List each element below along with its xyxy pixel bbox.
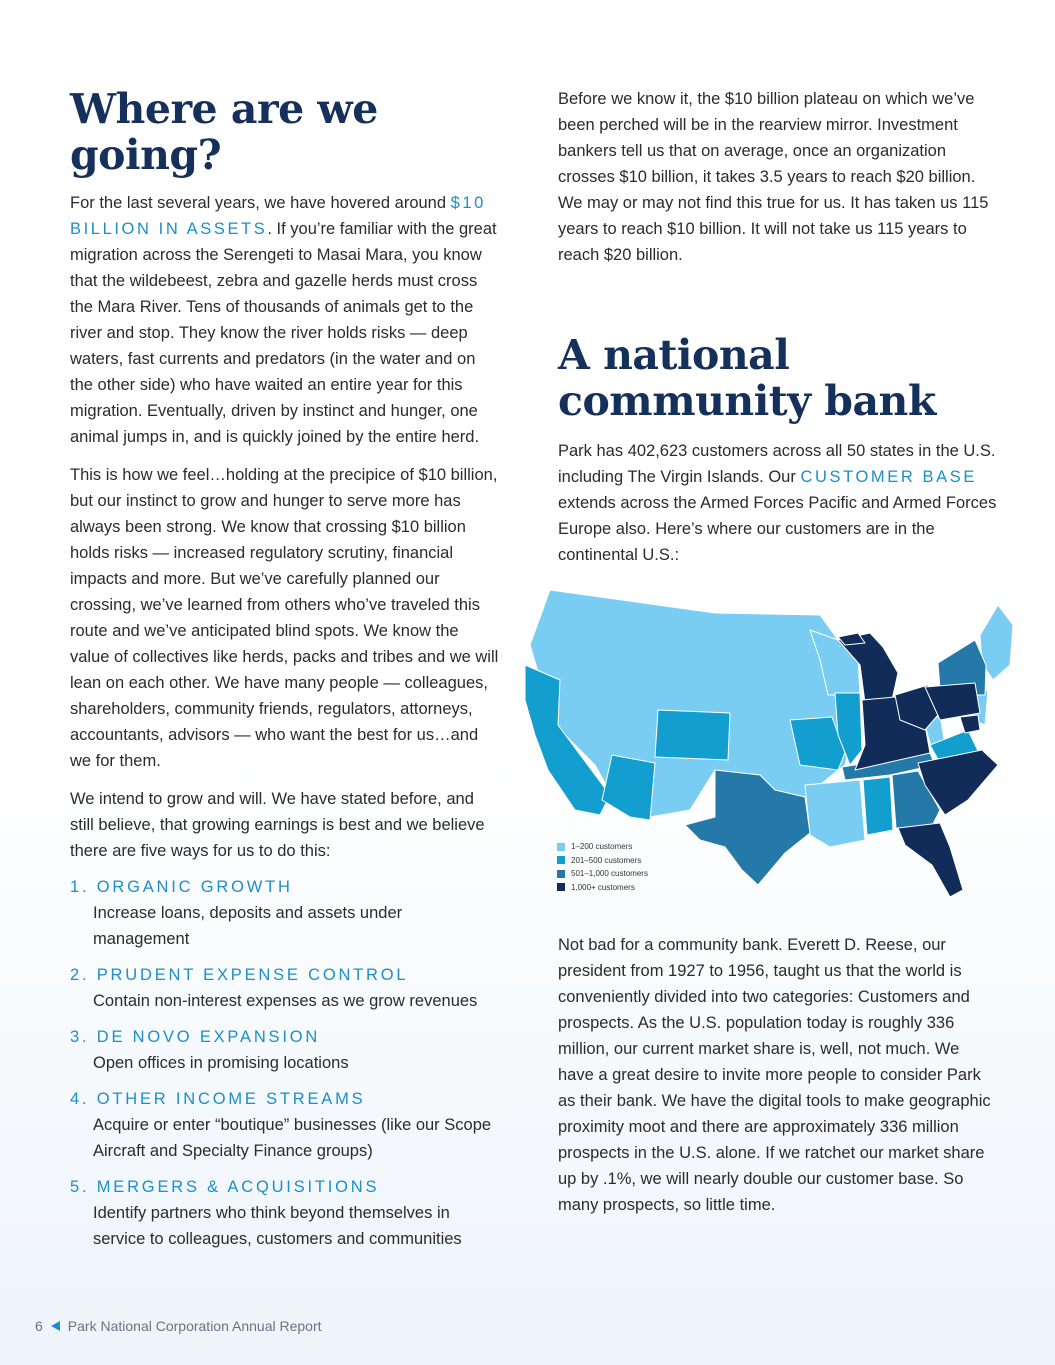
legend-item: 501–1,000 customers [557,867,648,881]
list-item: 2. PRUDENT EXPENSE CONTROL Contain non-interest expenses as we grow revenues [70,966,478,1010]
legend-swatch [557,843,565,851]
precipice-paragraph: This is how we feel…holding at the precipice of $10 billion, but our instinct to grow and hunger to serve more has always been strong. We know that crossing $10 billion holds risks — increased regulatory scrutiny, financial impacts and more. But we’ve carefully planned our crossing, we’ve learned from others who’ve traveled this route and we’ve anticipated blind spots. We know the value of collectives like herds, packs and tribes and we will lean on each other. We have many people — colleagues, shareholders, community friends, regulators, attorneys, accountants, advisors — who want the best for us…and we for them. [70,466,499,770]
map-region-colorado [655,710,730,760]
legend-item: 1–200 customers [557,840,648,854]
legend-swatch [557,870,565,878]
list-item: 3. DE NOVO EXPANSION Open offices in promising locations [70,1028,349,1072]
grow-paragraph: We intend to grow and will. We have stated before, and still believe, that growing earnings is best and we believe there are five ways for us to do this: [70,790,485,860]
page-footer [35,1318,322,1334]
legend-item: 201–500 customers [557,854,648,868]
customers-paragraph: Park has 402,623 customers across all 50 states in the U.S. including The Virgin Islands. Our CUSTOMER BASE extends across the Armed Forces Pacific and Armed Forces Europe also. Here’s where our customers are in the continental U.S.: [558,442,997,564]
list-item: 1. ORGANIC GROWTH Increase loans, deposits and assets under management [70,878,403,948]
list-item: 4. OTHER INCOME STREAMS Acquire or enter “boutique” businesses (like our Scope Aircraft and Specialty Finance groups) [70,1090,492,1160]
report-title: Park National Corporation Annual Report [67,1318,322,1334]
section-heading-where-going: Where are we going? [70,85,378,179]
plateau-paragraph: Before we know it, the $10 billion plateau on which we’ve been perched will be in the rearview mirror. Investment bankers tell us that on average, once an organization crosses $10 billion, it takes 3.5 years to reach $20 billion. We may or may not find this true for us. It has taken us 115 years to reach $10 billion. It will not take us 115 years to reach $20 billion. [558,90,989,264]
right-column [558,86,998,568]
highlight-assets: $10 BILLION IN ASSETS [70,194,486,238]
list-item: 5. MERGERS & ACQUISITIONS Identify partners who think beyond themselves in service to colleagues, customers and communities [70,1178,462,1248]
intro-paragraph: For the last several years, we have hovered around $10 BILLION IN ASSETS. If you’re familiar with the great migration across the Serengeti to Masai Mara, you know that the wildebeest, zebra and gazelle herds must cross the Mara River. Tens of thousands of animals get to the river and stop. They know the river holds risks — deep waters, fast currents and predators (in the water and on the other side) who have waited an entire year for this migration. Eventually, driven by instinct and hunger, one animal jumps in, and is quickly joined by the entire herd. [70,194,497,446]
legend-item: 1,000+ customers [557,881,648,895]
growth-list [70,874,502,1252]
legend-swatch [557,883,565,891]
map-region-arizona [602,755,655,820]
left-column [70,86,502,1252]
highlight-customer-base: CUSTOMER BASE [800,468,977,486]
map-region-maryland [960,715,980,733]
map-region-florida [898,823,963,897]
page-number: 6 [35,1318,43,1334]
map-region-deep-south [805,780,865,847]
legend-swatch [557,856,565,864]
arrow-left-icon [51,1321,60,1331]
section-heading-national-bank: A national community bank [558,331,936,425]
map-region-alabama [863,777,893,835]
prospects-paragraph: Not bad for a community bank. Everett D. Reese, our president from 1927 to 1956, taught us that the world is conveniently divided into two categories: Customers and prospects. As the U.S. population today is roughly 336 million, our current market share is, well, not much. We have a great desire to invite more people to consider Park as their bank. We have the digital tools to make geographic proximity moot and there are approximately 336 million prospects in the U.S. alone. If we ratchet our market share up by .1%, we will nearly double our customer base. So many prospects, so little time. [558,936,991,1214]
map-legend [557,840,648,894]
